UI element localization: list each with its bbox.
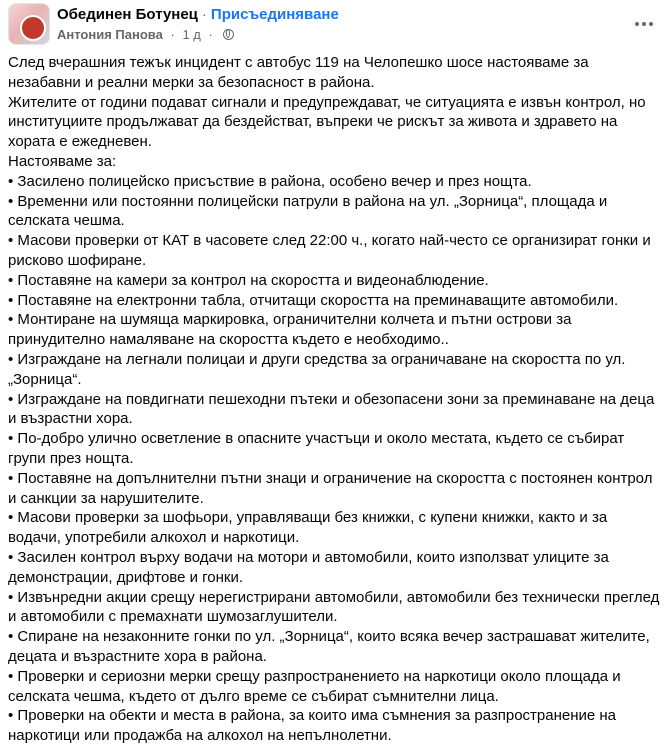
post-meta — [57, 27, 234, 42]
more-dot — [642, 22, 646, 26]
demand-item: • Поставяне на допълнителни пътни знаци и ограничение на скоростта с постоянен контрол и санкции за нарушителите. — [8, 469, 653, 507]
demand-item: • Извънредни акции срещу нерегистрирани автомобили, автомобили без технически преглед и автомобили с премахнати шумозаглушители. — [8, 588, 660, 626]
meta-separator-dot-2: · — [208, 27, 213, 42]
demand-item: • Проверки на обекти и места в района, за които има съмнения за разпространение на наркотици или продажба на алкохол на непълнолетни. — [8, 707, 617, 745]
group-avatar[interactable] — [8, 3, 50, 45]
join-group-button[interactable]: Присъединяване — [210, 6, 339, 23]
more-options-button[interactable] — [630, 12, 658, 36]
demand-item: • По-добро улично осветление в опасните участъци и около местата, където се събират групи през нощта. — [8, 430, 625, 467]
demand-item: • Масови проверки за шофьори, управляващи без книжки, с купени книжки, както и за водачи, употребили алкохол и наркотици. — [8, 509, 608, 547]
demand-item: • Монтиране на шумяща маркировка, ограничителни колчета и пътни острови за принудително намаляване на скоростта където е необходимо.. — [8, 311, 572, 349]
post-body — [8, 53, 663, 746]
demand-item: • Спиране на незаконните гонки по ул. „Зорница“, които всяка вечер застрашават жителите, децата и възрастните хора в района. — [8, 628, 650, 665]
group-line — [57, 6, 339, 23]
demand-item: • Засилен контрол върху водачи на мотори и автомобили, които използват улиците за демонстрации, дрифтове и гонки. — [8, 548, 609, 586]
separator-dot: · — [201, 6, 207, 23]
post-header — [0, 0, 670, 50]
demand-item: • Масови проверки от КАТ в часовете след 22:00 ч., когато най-често се организират гонки и рисково шофиране. — [8, 232, 651, 269]
post-paragraph: След вчерашния тежък инцидент с автобус 119 на Челопешко шосе настояваме за незабавни и реални мерки за безопасност в района. — [8, 54, 589, 91]
more-horizontal-icon — [635, 22, 639, 26]
globe-icon[interactable] — [223, 29, 234, 40]
post-paragraph: Жителите от години подават сигнали и предупреждават, че ситуацията е извън контрол, но институциите продължават да бездействат, въпреки че рискът за живота и здравето на хората е ежедневен. — [8, 93, 646, 151]
group-name-link[interactable]: Обединен Ботунец — [57, 6, 198, 23]
meta-separator-dot: · — [170, 27, 175, 42]
demand-item: • Засилено полицейско присъствие в района, особено вечер и през нощта. — [8, 172, 532, 190]
demand-item: • Поставяне на електронни табла, отчитащи скоростта на преминаващите автомобили. — [8, 291, 619, 309]
demand-item: • Изграждане на легнали полицаи и други средства за ограничаване на скоростта по ул. „Зорница“. — [8, 350, 626, 388]
demand-item: • Временни или постоянни полицейски патрули в района на ул. „Зорница“, площада и селската чешма. — [8, 192, 608, 230]
author-name-link[interactable]: Антония Панова — [57, 27, 163, 42]
post-timestamp-link[interactable]: 1 д — [182, 27, 201, 42]
demand-item: • Поставяне на камери за контрол на скоростта и видеонаблюдение. — [8, 271, 489, 289]
demand-item: • Проверки и сериозни мерки срещу разпространението на наркотици около площада и селската чешма, където от дълго време се събират съмнителни лица. — [8, 667, 621, 705]
author-avatar[interactable] — [20, 15, 46, 41]
post-paragraph: Настояваме за: — [8, 152, 117, 170]
more-dot — [649, 22, 653, 26]
demand-item: • Изграждане на повдигнати пешеходни пътеки и обезопасени зони за преминаване на деца и възрастни хора. — [8, 390, 655, 428]
